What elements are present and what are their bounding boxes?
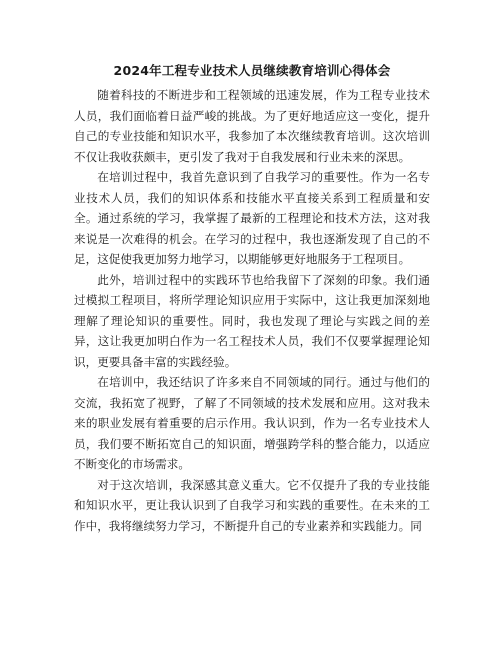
- document-page: [74, 62, 430, 536]
- paragraph-3: 此外，培训过程中的实践环节也给我留下了深刻的印象。我们通过模拟工程项目，将所学理论知识应用于实际中，这让我更加深刻地理解了理论知识的重要性。同时，我也发现了理论与实践之间的差异，这让我更加明白作为一名工程技术人员，我们不仅要掌握理论知识，更要具备丰富的实践经验。: [74, 272, 430, 369]
- paragraph-5: 对于这次培训，我深感其意义重大。它不仅提升了我的专业技能和知识水平，更让我认识到了自我学习和实践的重要性。在未来的工作中，我将继续努力学习，不断提升自己的专业素养和实践能力。同: [74, 477, 430, 533]
- paragraph-2: 在培训过程中，我首先意识到了自我学习的重要性。作为一名专业技术人员，我们的知识体系和技能水平直接关系到工程质量和安全。通过系统的学习，我掌握了最新的工程理论和技术方法，这对我来说是一次难得的机会。在学习的过程中，我也逐渐发现了自己的不足，这促使我更加努力地学习，以期能够更好地服务于工程项目。: [74, 170, 430, 266]
- paragraph-1: 随着科技的不断进步和工程领域的迅速发展，作为工程专业技术人员，我们面临着日益严峻的挑战。为了更好地适应这一变化，提升自己的专业技能和知识水平，我参加了本次继续教育培训。这次培训不仅让我收获颇丰，更引发了我对于自我发展和行业未来的深思。: [74, 88, 430, 164]
- paragraph-4: 在培训中，我还结识了许多来自不同领域的同行。通过与他们的交流，我拓宽了视野，了解了不同领域的技术发展和应用。这对我未来的职业发展有着重要的启示作用。我认识到，作为一名专业技术人员，我们要不断拓宽自己的知识面，增强跨学科的整合能力，以适应不断变化的市场需求。: [74, 375, 430, 471]
- document-title: 2024年工程专业技术人员继续教育培训心得体会: [113, 63, 391, 78]
